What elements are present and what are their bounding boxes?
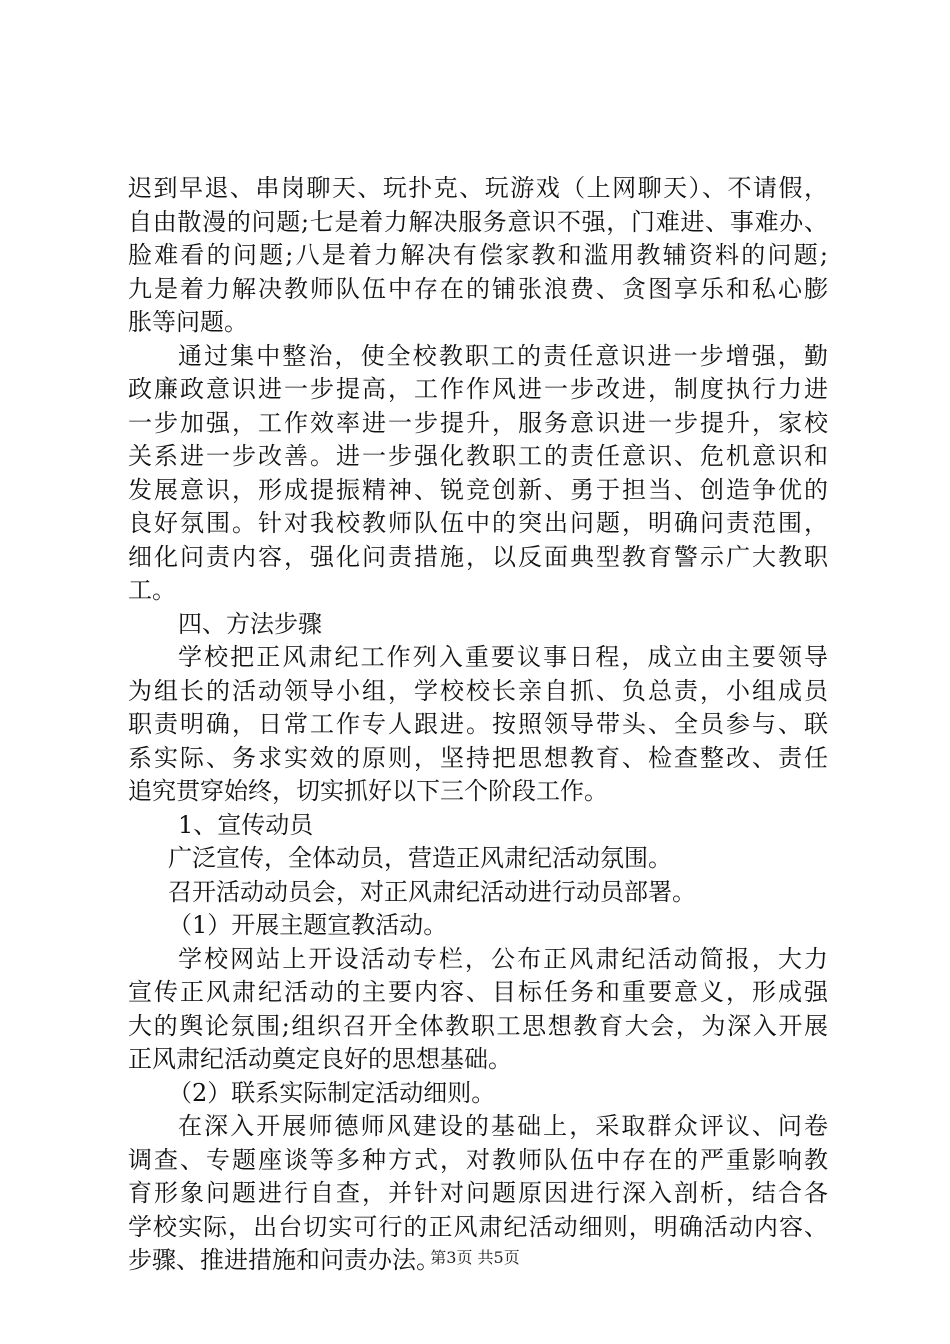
text-line: 广泛宣传，全体动员，营造正风肃纪活动氛围。 [168,844,672,872]
subsection-heading: 1、宣传动员 [178,810,314,839]
text-line: 为组长的活动领导小组，学校校长亲自抓、负总责，小组成员 [128,676,828,705]
text-line: 自由散漫的问题;七是着力解决服务意识不强，门难进、事难办、 [128,207,828,236]
text-line: 九是着力解决教师队伍中存在的铺张浪费、贪图享乐和私心膨 [128,274,828,303]
item-heading: （2）联系实际制定活动细则。 [168,1078,496,1107]
text-line: 召开活动动员会，对正风肃纪活动进行动员部署。 [168,877,696,906]
text-line: 学校实际，出台切实可行的正风肃纪活动细则，明确活动内容、 [128,1212,828,1241]
text-line: 学校把正风肃纪工作列入重要议事日程，成立由主要领导 [178,643,828,671]
text-line: 系实际、务求实效的原则，坚持把思想教育、检查整改、责任 [128,743,828,772]
text-line: 大的舆论氛围;组织召开全体教职工思想教育大会，为深入开展 [128,1011,828,1040]
text-line: 脸难看的问题;八是着力解决有偿家教和滥用教辅资料的问题; [128,241,828,269]
text-line: 细化问责内容，强化问责措施，以反面典型教育警示广大教职 [128,542,828,571]
text-line: 在深入开展师德师风建设的基础上，采取群众评议、问卷 [178,1112,828,1140]
text-line: 调查、专题座谈等多种方式，对教师队伍中存在的严重影响教 [128,1145,828,1174]
text-line: 宣传正风肃纪活动的主要内容、目标任务和重要意义，形成强 [128,978,828,1006]
text-line: 育形象问题进行自查，并针对问题原因进行深入剖析，结合各 [128,1179,828,1207]
section-heading: 四、方法步骤 [178,609,322,638]
text-line: 良好氛围。针对我校教师队伍中的突出问题，明确问责范围， [128,509,828,537]
text-line: 正风肃纪活动奠定良好的思想基础。 [128,1045,512,1073]
text-line: 工。 [128,576,176,604]
text-line: 一步加强，工作效率进一步提升，服务意识进一步提升，家校 [128,408,828,437]
text-line: 关系进一步改善。进一步强化教职工的责任意识、危机意识和 [128,442,828,470]
text-line: 职责明确，日常工作专人跟进。按照领导带头、全员参与、联 [128,710,828,738]
text-line: 步骤、推进措施和问责办法。 [128,1246,440,1274]
text-line: 追究贯穿始终，切实抓好以下三个阶段工作。 [128,777,608,805]
text-line: 发展意识，形成提振精神、锐竞创新、勇于担当、创造争优的 [128,475,828,504]
text-line: 学校网站上开设活动专栏，公布正风肃纪活动简报，大力 [178,944,828,973]
page-number: 第3页 共5页 [430,1248,520,1267]
text-line: 政廉政意识进一步提高，工作作风进一步改进，制度执行力进 [128,375,828,403]
document-body [128,172,828,1278]
item-heading: （1）开展主题宣教活动。 [168,911,448,939]
text-line: 迟到早退、串岗聊天、玩扑克、玩游戏（上网聊天）、不请假， [128,174,828,202]
text-line: 胀等问题。 [128,308,248,336]
text-line: 通过集中整治，使全校教职工的责任意识进一步增强，勤 [178,341,828,370]
page-footer [0,1248,950,1268]
